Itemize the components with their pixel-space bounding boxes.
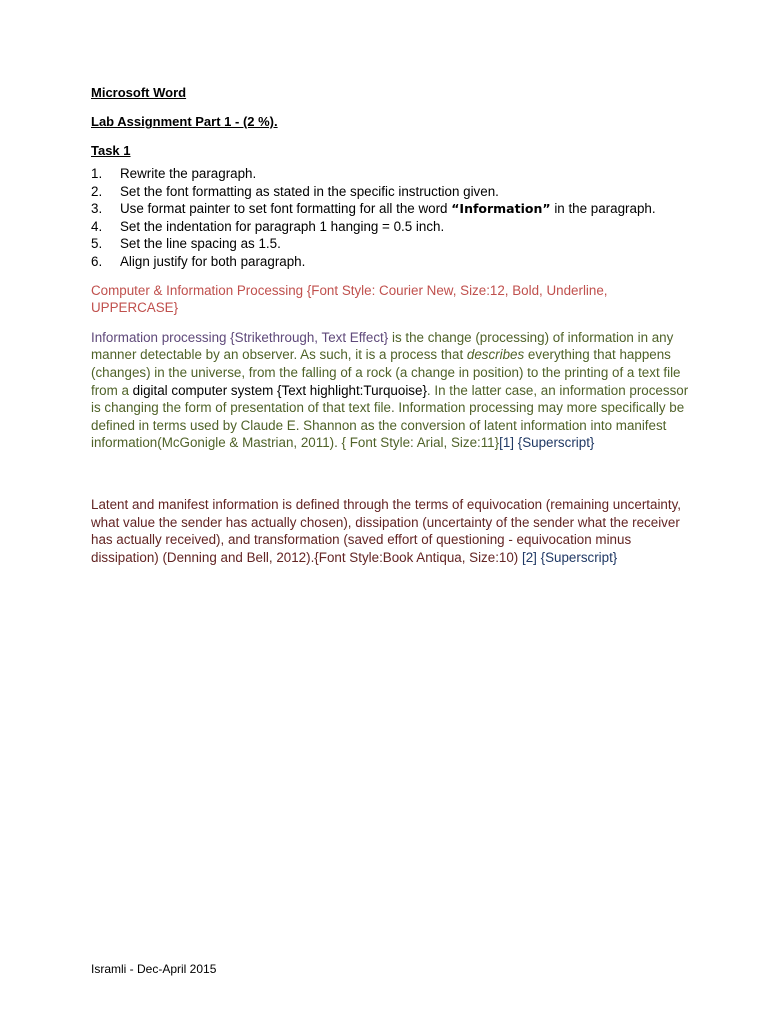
- list-number: 4.: [91, 218, 103, 234]
- paragraph-2: [91, 496, 691, 566]
- list-number: 1.: [91, 166, 103, 181]
- heading-lab-assignment: Lab Assignment Part 1 - (2 %).: [91, 114, 278, 129]
- list-text: Set the line spacing as 1.5.: [120, 236, 281, 252]
- paragraph-1-lead: Information processing {Strikethrough, Text Effect}: [91, 329, 389, 345]
- heading-task: Task 1: [91, 143, 131, 158]
- paragraph-2-text: Latent and manifest information is defined through the terms of equivocation (remaining uncertainty, what value the sender has actually chosen), dissipation (uncertainty of the sender what the receiver has actually received), and transformation (saved effort of questioning - equivocation minus dissipation) (Denning and Bell, 2012).{Font Style:Book Antiqua, Size:10): [91, 496, 682, 565]
- list-number: 6.: [91, 253, 103, 269]
- list-item: [91, 165, 691, 183]
- list-text: Set the font formatting as stated in the specific instruction given.: [120, 183, 499, 199]
- list-number: 5.: [91, 236, 103, 252]
- paragraph-2-reference: [2] {Superscript}: [522, 549, 618, 565]
- list-item: [91, 253, 691, 271]
- title-paragraph: Computer & Information Processing {Font Style: Courier New, Size:12, Bold, Underline, UPPERCASE}: [91, 282, 608, 316]
- list-text-before: Use format painter to set font formatting for all the word: [120, 201, 452, 217]
- list-item: [91, 235, 691, 253]
- list-item: [91, 183, 691, 201]
- document-page: [91, 84, 691, 566]
- list-number: 2.: [91, 183, 103, 199]
- list-item: [91, 218, 691, 236]
- paragraph-1-reference: [1] {Superscript}: [499, 435, 595, 451]
- list-number: 3.: [91, 201, 103, 217]
- list-text: Set the indentation for paragraph 1 hanging = 0.5 inch.: [120, 218, 445, 234]
- list-text-after: in the paragraph.: [550, 201, 656, 217]
- paragraph-1-text: everything that happens (changes) in the universe, from the falling of a rock (a change in position) to the printing of a text file from a: [91, 347, 681, 398]
- paragraph-1-italic-word: describes: [466, 347, 525, 363]
- paragraph-1-text: is the change (processing) of information in any manner detectable by an observer. As such, it is a process that: [91, 329, 674, 363]
- list-text: Align justify for both paragraph.: [120, 253, 306, 269]
- task-list: [91, 165, 691, 271]
- list-text: [120, 200, 656, 218]
- list-item: [91, 200, 691, 218]
- information-word: “Information”: [451, 201, 551, 217]
- list-text: Rewrite the paragraph.: [120, 166, 257, 181]
- heading-microsoft-word: Microsoft Word: [91, 85, 187, 100]
- paragraph-1-highlight-text: digital computer system {Text highlight:Turquoise}: [132, 382, 427, 398]
- paragraph-1: [91, 329, 691, 452]
- page-footer: Isramli - Dec-April 2015: [91, 962, 217, 976]
- paragraph-1-text: . In the latter case, an information processor is changing the form of presentation of that text file. Information processing may more specifically be defined in terms used by Claude E. Shannon as the conversion of latent information into manifest information(McGonigle & Mastrian, 2011). { Font Style: Arial, Size:11}: [91, 382, 689, 451]
